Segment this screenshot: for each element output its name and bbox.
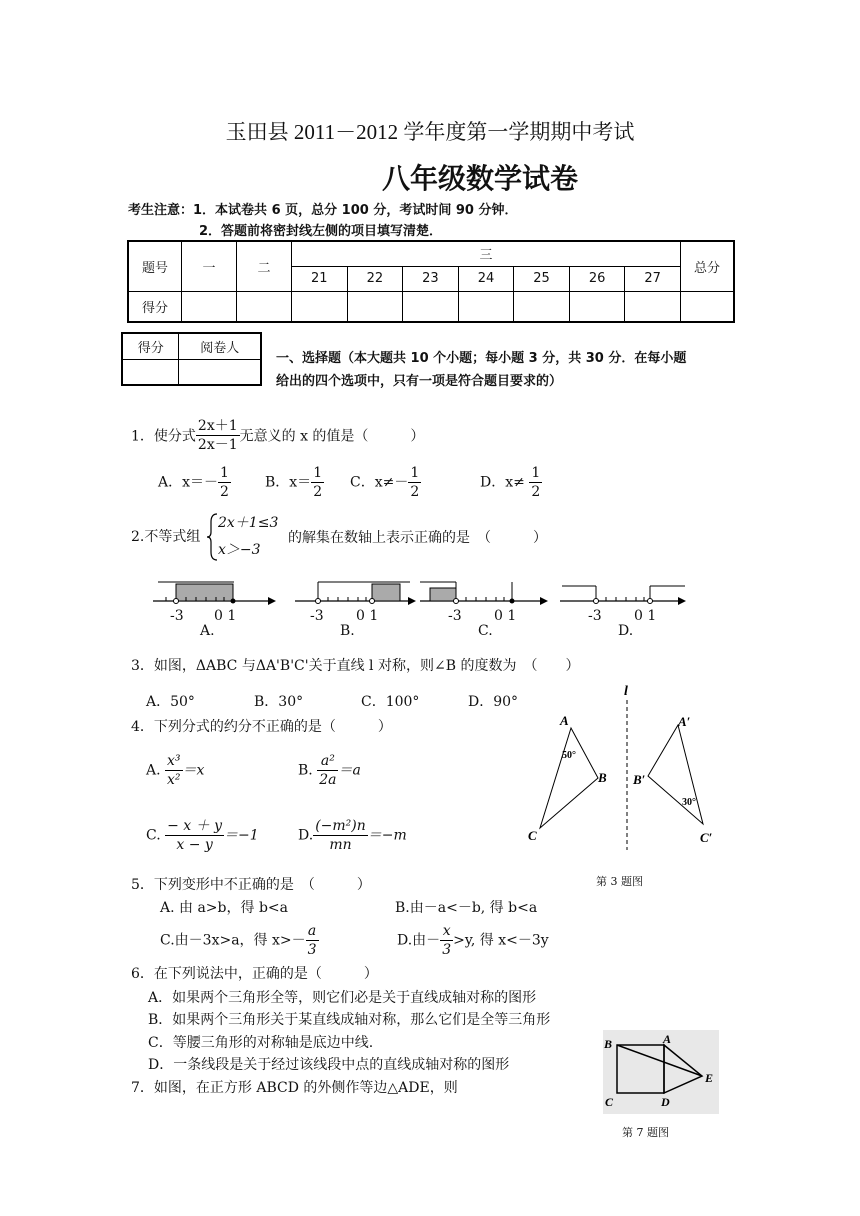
fig3-label-C: C — [528, 828, 537, 843]
q5-d-num: x — [440, 922, 453, 941]
question-3: 3．如图，ΔABC 与ΔA'B'C'关于直线 l 对称，则∠B 的度数为 （ ） — [131, 658, 580, 674]
q7-figure — [600, 1030, 720, 1115]
q1-d-den: 2 — [531, 484, 541, 500]
col-22: 22 — [347, 266, 403, 291]
col-25: 25 — [514, 266, 570, 291]
score-cell[interactable] — [347, 291, 403, 322]
q3-option-b[interactable]: B．30° — [254, 694, 304, 710]
q1-a-num: 1 — [220, 465, 229, 481]
nl-a-m3: -3 — [170, 608, 184, 624]
q6-option-d[interactable]: D．一条线段是关于经过该线段中点的直线成轴对称的图形 — [148, 1057, 510, 1073]
nl-c-m3: -3 — [448, 608, 462, 624]
q4-a-label: A. — [146, 762, 161, 779]
fig3-label-B2: B′ — [633, 772, 646, 787]
exam-title: 玉田县 2011－2012 学年度第一学期期中考试 — [225, 120, 635, 144]
q3-option-c[interactable]: C．100° — [361, 694, 420, 710]
question-7: 7．如图，在正方形 ABCD 的外侧作等边△ADE，则 — [131, 1080, 458, 1096]
notice-line-2: 2．答题前将密封线左侧的项目填写清楚． — [199, 224, 443, 239]
q1-option-a-text: A．x＝－ — [158, 474, 219, 491]
q1-b-den: 2 — [313, 484, 323, 500]
q4-option-a[interactable] — [146, 752, 204, 789]
grader-table — [121, 332, 262, 386]
label-question-number: 题号 — [128, 241, 182, 291]
fig7-label-A: A — [663, 1032, 672, 1046]
q4-b-rhs: ＝a — [338, 762, 361, 779]
q5-c-text: C.由－3x>a，得 x>－ — [160, 932, 306, 949]
col-section-3: 三 — [292, 241, 681, 266]
q1-b-num: 1 — [313, 465, 323, 481]
grader-name-label: 阅卷人 — [179, 333, 261, 359]
score-table — [127, 240, 735, 323]
nl-d-label[interactable]: D. — [618, 623, 634, 639]
q4-c-num: − x ＋ y — [167, 818, 223, 834]
exam-subtitle: 八年级数学试卷 — [381, 162, 578, 195]
fig3-angle-30: 30° — [682, 797, 696, 808]
fig3-label-A2: A′ — [678, 714, 691, 729]
q5-c-den: 3 — [307, 942, 317, 958]
q4-c-rhs: ＝−1 — [224, 827, 259, 844]
q4-b-num: a² — [317, 752, 338, 771]
score-cell[interactable] — [403, 291, 459, 322]
nl-c-01: 0 1 — [494, 608, 517, 624]
q1-suffix: 无意义的 x 的值是（ ） — [239, 428, 425, 445]
fig3-label-l: l — [624, 684, 628, 699]
q6-option-b[interactable]: B．如果两个三角形关于某直线成轴对称，那么它们是全等三角形 — [148, 1012, 551, 1028]
grader-score-cell[interactable] — [122, 359, 179, 385]
q1-option-b-text: B．x＝ — [265, 474, 312, 491]
q4-d-den: mn — [329, 837, 352, 853]
question-1 — [131, 418, 424, 455]
score-cell[interactable] — [681, 291, 735, 322]
nl-a-label[interactable]: A. — [200, 623, 215, 639]
score-cell[interactable] — [514, 291, 570, 322]
score-cell[interactable] — [625, 291, 681, 322]
fig3-angle-50: 50° — [562, 750, 576, 761]
fig7-label-D: D — [661, 1095, 670, 1109]
fig7-caption: 第 7 题图 — [622, 1126, 669, 1139]
q5-option-c[interactable] — [160, 922, 319, 959]
q2-prefix: 2.不等式组 — [131, 529, 201, 545]
col-total: 总分 — [681, 241, 735, 291]
grader-name-cell[interactable] — [179, 359, 261, 385]
nl-b-01: 0 1 — [356, 608, 379, 624]
number-line-c — [420, 582, 548, 605]
q1-option-c-text: C．x≠－ — [350, 474, 409, 491]
q4-b-label: B. — [298, 762, 313, 779]
col-26: 26 — [569, 266, 625, 291]
q4-option-d[interactable] — [298, 817, 407, 854]
q5-d-text: D.由－ — [397, 932, 441, 949]
fig7-label-C: C — [605, 1095, 614, 1109]
q1-c-num: 1 — [410, 465, 420, 481]
col-24: 24 — [458, 266, 514, 291]
number-line-a — [153, 582, 276, 605]
q1-d-num: 1 — [531, 465, 541, 481]
col-section-1: 一 — [182, 241, 237, 291]
q3-option-d[interactable]: D．90° — [468, 694, 519, 710]
score-cell[interactable] — [237, 291, 292, 322]
q2-suffix: 的解集在数轴上表示正确的是 （ ） — [288, 530, 547, 546]
q1-prefix: 1．使分式 — [131, 428, 196, 445]
q5-d-post: >y, 得 x<－3y — [453, 932, 549, 949]
grader-score-label: 得分 — [122, 333, 179, 359]
q1-a-den: 2 — [220, 484, 229, 500]
fig7-label-E: E — [705, 1071, 714, 1085]
col-23: 23 — [403, 266, 459, 291]
score-cell[interactable] — [182, 291, 237, 322]
score-cell[interactable] — [569, 291, 625, 322]
fig3-label-B: B — [598, 770, 607, 785]
q4-c-den: x − y — [176, 837, 213, 853]
nl-b-label[interactable]: B. — [340, 623, 355, 639]
q1-option-b[interactable] — [265, 464, 324, 501]
q3-figure — [520, 680, 730, 860]
q6-option-a[interactable]: A．如果两个三角形全等，则它们必是关于直线成轴对称的图形 — [148, 990, 537, 1006]
q4-a-rhs: ＝x — [182, 762, 205, 779]
fig7-label-B: B — [604, 1037, 613, 1051]
number-line-d — [560, 586, 686, 605]
notice-line-1: 考生注意：1．本试卷共 6 页，总分 100 分，考试时间 90 分钟． — [128, 203, 518, 218]
q5-d-den: 3 — [442, 942, 452, 958]
q2-inequality-1: 2x＋1≤3 — [218, 515, 279, 531]
q1-option-a[interactable] — [158, 464, 231, 501]
question-6: 6．在下列说法中，正确的是（ ） — [131, 966, 378, 982]
section-1-heading: 一、选择题（本大题共 10 个小题；每小题 3 分，共 30 分．在每小题 — [276, 351, 687, 366]
q4-d-rhs: ＝−m — [367, 827, 407, 844]
q2-inequality-2: x＞−3 — [218, 542, 261, 558]
col-section-2: 二 — [237, 241, 292, 291]
q5-option-d[interactable] — [397, 922, 549, 959]
q4-d-label: D. — [298, 827, 314, 844]
fig3-caption: 第 3 题图 — [596, 875, 643, 888]
score-cell[interactable] — [292, 291, 348, 322]
q6-option-c[interactable]: C．等腰三角形的对称轴是底边中线. — [148, 1035, 374, 1051]
q2-brace — [207, 512, 217, 562]
q1-frac-num: 2x＋1 — [197, 418, 238, 434]
q4-a-den: x² — [167, 772, 181, 788]
q1-c-den: 2 — [410, 484, 420, 500]
q4-c-label: C. — [146, 827, 161, 844]
section-1-heading-cont: 给出的四个选项中，只有一项是符合题目要求的） — [276, 374, 563, 389]
q4-a-num: x³ — [167, 753, 181, 769]
fig3-label-A: A — [560, 713, 569, 728]
q5-option-a[interactable]: A. 由 a>b，得 b<a — [160, 900, 288, 916]
q4-d-num: (−m²)n — [315, 818, 366, 834]
nl-a-01: 0 1 — [214, 608, 237, 624]
q1-option-c[interactable] — [350, 464, 421, 501]
q4-b-den: 2a — [319, 772, 337, 788]
q4-option-c[interactable] — [146, 817, 259, 854]
fig3-label-C2: C′ — [700, 830, 713, 845]
q1-frac-den: 2x－1 — [197, 437, 238, 453]
q3-option-a[interactable]: A．50° — [146, 694, 195, 710]
label-score: 得分 — [128, 291, 182, 322]
nl-c-label[interactable]: C. — [478, 623, 493, 639]
col-27: 27 — [625, 266, 681, 291]
col-21: 21 — [292, 266, 348, 291]
number-line-b — [295, 582, 416, 605]
nl-d-m3: -3 — [588, 608, 602, 624]
question-4: 4．下列分式的约分不正确的是（ ） — [131, 719, 392, 735]
q1-option-d[interactable] — [480, 464, 542, 501]
nl-d-01: 0 1 — [634, 608, 657, 624]
q4-option-b[interactable] — [298, 752, 361, 789]
q5-option-b[interactable]: B.由－a<－b, 得 b<a — [395, 900, 538, 916]
q1-option-d-text: D．x≠ — [480, 474, 530, 491]
nl-b-m3: -3 — [310, 608, 324, 624]
question-5: 5．下列变形中不正确的是 （ ） — [131, 877, 371, 893]
q5-c-num: a — [306, 922, 319, 941]
score-cell[interactable] — [458, 291, 514, 322]
